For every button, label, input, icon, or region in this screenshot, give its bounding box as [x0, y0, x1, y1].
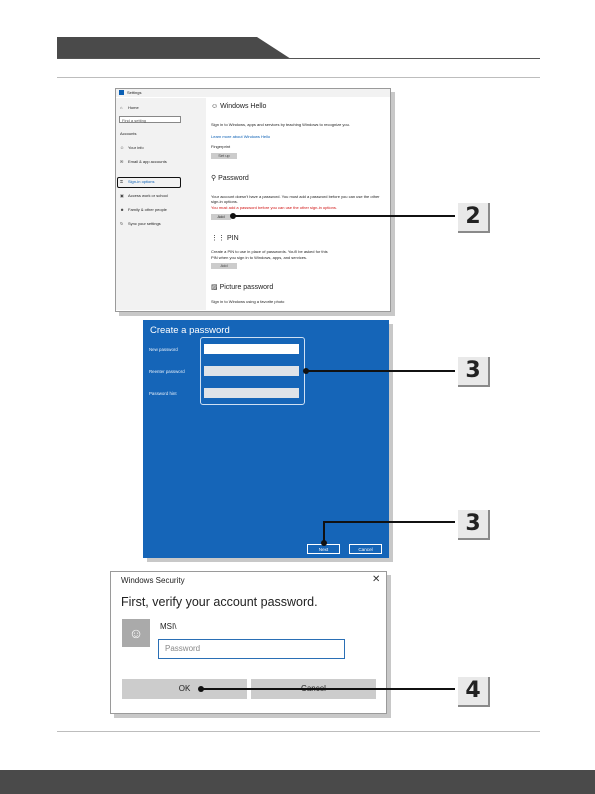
- settings-titlebar: [116, 89, 390, 97]
- pin-desc-1: Create a PIN to use in place of passwords. You'll be asked for this: [211, 249, 328, 254]
- reenter-password-input[interactable]: [204, 366, 299, 376]
- callout-line-fields: [306, 370, 455, 372]
- hello-desc: Sign in to Windows, apps and services by teaching Windows to recognize you.: [211, 122, 350, 127]
- nav-item-family[interactable]: ☻ Family & other people: [120, 207, 167, 212]
- pin-grid-icon: ⋮⋮: [211, 235, 227, 242]
- new-password-input[interactable]: [204, 344, 299, 354]
- picture-icon: ▨: [211, 284, 220, 291]
- pin-add-button[interactable]: Add: [211, 263, 237, 269]
- fingerprint-label: Fingerprint: [211, 144, 231, 149]
- password-input[interactable]: Password: [158, 639, 345, 659]
- hello-heading: ☺ Windows Hello: [211, 103, 267, 110]
- nav-item-email-accounts[interactable]: ✉ Email & app accounts: [120, 159, 167, 164]
- dialog-title: Windows Security: [121, 576, 185, 585]
- key-icon: ⚿: [120, 179, 124, 184]
- bottom-divider: [57, 731, 540, 732]
- pin-heading: ⋮⋮ PIN: [211, 235, 239, 242]
- user-avatar-icon: ☺: [122, 619, 150, 647]
- new-password-label: New password: [149, 347, 178, 352]
- header-rule: [57, 58, 540, 59]
- key-icon: ⚲: [211, 175, 219, 182]
- account-name: MSI\: [160, 622, 177, 631]
- windows-logo-icon: [119, 90, 124, 95]
- password-desc-1: Your account doesn't have a password. You must add a password before you can use the other: [211, 194, 380, 199]
- next-button[interactable]: Next: [307, 544, 340, 554]
- footer-bar: [0, 770, 595, 794]
- step-badge-next: 3: [458, 510, 490, 540]
- settings-window: [115, 88, 391, 312]
- settings-sidebar: [116, 98, 206, 310]
- step-badge-add: 2: [458, 203, 490, 233]
- nav-item-your-info[interactable]: ☺ Your info: [120, 145, 144, 150]
- nav-home[interactable]: ⌂ Home: [120, 105, 139, 110]
- picture-desc: Sign in to Windows using a favorite photo: [211, 299, 285, 304]
- password-desc-2: sign-in options.: [211, 199, 238, 204]
- nav-item-sign-in-options[interactable]: ⚿ Sign-in options: [120, 179, 155, 184]
- top-divider: [57, 77, 540, 78]
- smile-icon: ☺: [211, 103, 221, 110]
- mail-icon: ✉: [120, 159, 124, 164]
- password-heading: ⚲ Password: [211, 175, 249, 182]
- dialog-heading: First, verify your account password.: [121, 595, 318, 609]
- nav-item-access-work[interactable]: ▣ Access work or school: [120, 193, 168, 198]
- pin-desc-2: PIN when you sign in to Windows, apps, and services.: [211, 255, 308, 260]
- sync-icon: ↻: [120, 221, 124, 226]
- password-hint-input[interactable]: [204, 388, 299, 398]
- nav-section-label: Accounts: [120, 131, 137, 136]
- family-icon: ☻: [120, 207, 125, 212]
- step-badge-ok: 4: [458, 677, 490, 707]
- close-icon[interactable]: ✕: [372, 574, 381, 585]
- nav-item-sync[interactable]: ↻ Sync your settings: [120, 221, 161, 226]
- windows-security-dialog: [110, 571, 387, 714]
- callout-dot-next: [321, 540, 327, 546]
- ok-button[interactable]: OK: [122, 679, 247, 699]
- callout-vline-next: [323, 522, 325, 542]
- callout-line-add: [233, 215, 455, 217]
- settings-search-input[interactable]: Find a setting: [119, 116, 181, 123]
- password-hint-label: Password hint: [149, 391, 177, 396]
- password-add-button[interactable]: Add: [211, 214, 231, 220]
- create-password-title: Create a password: [150, 325, 230, 336]
- hello-link[interactable]: Learn more about Windows Hello: [211, 134, 271, 139]
- fingerprint-setup-button[interactable]: Set up: [211, 153, 237, 159]
- callout-line-next: [323, 521, 455, 523]
- callout-line-ok: [201, 688, 455, 690]
- password-warning: You must add a password before you can use the other sign-in options.: [211, 205, 337, 210]
- reenter-password-label: Reenter password: [149, 369, 185, 374]
- header-tab: [57, 37, 291, 59]
- briefcase-icon: ▣: [120, 193, 124, 198]
- home-icon: ⌂: [120, 105, 123, 110]
- cancel-button[interactable]: Cancel: [349, 544, 382, 554]
- person-icon: ☺: [120, 145, 125, 150]
- picture-heading: ▨ Picture password: [211, 284, 274, 291]
- settings-title: Settings: [127, 90, 142, 95]
- step-badge-fields: 3: [458, 357, 490, 387]
